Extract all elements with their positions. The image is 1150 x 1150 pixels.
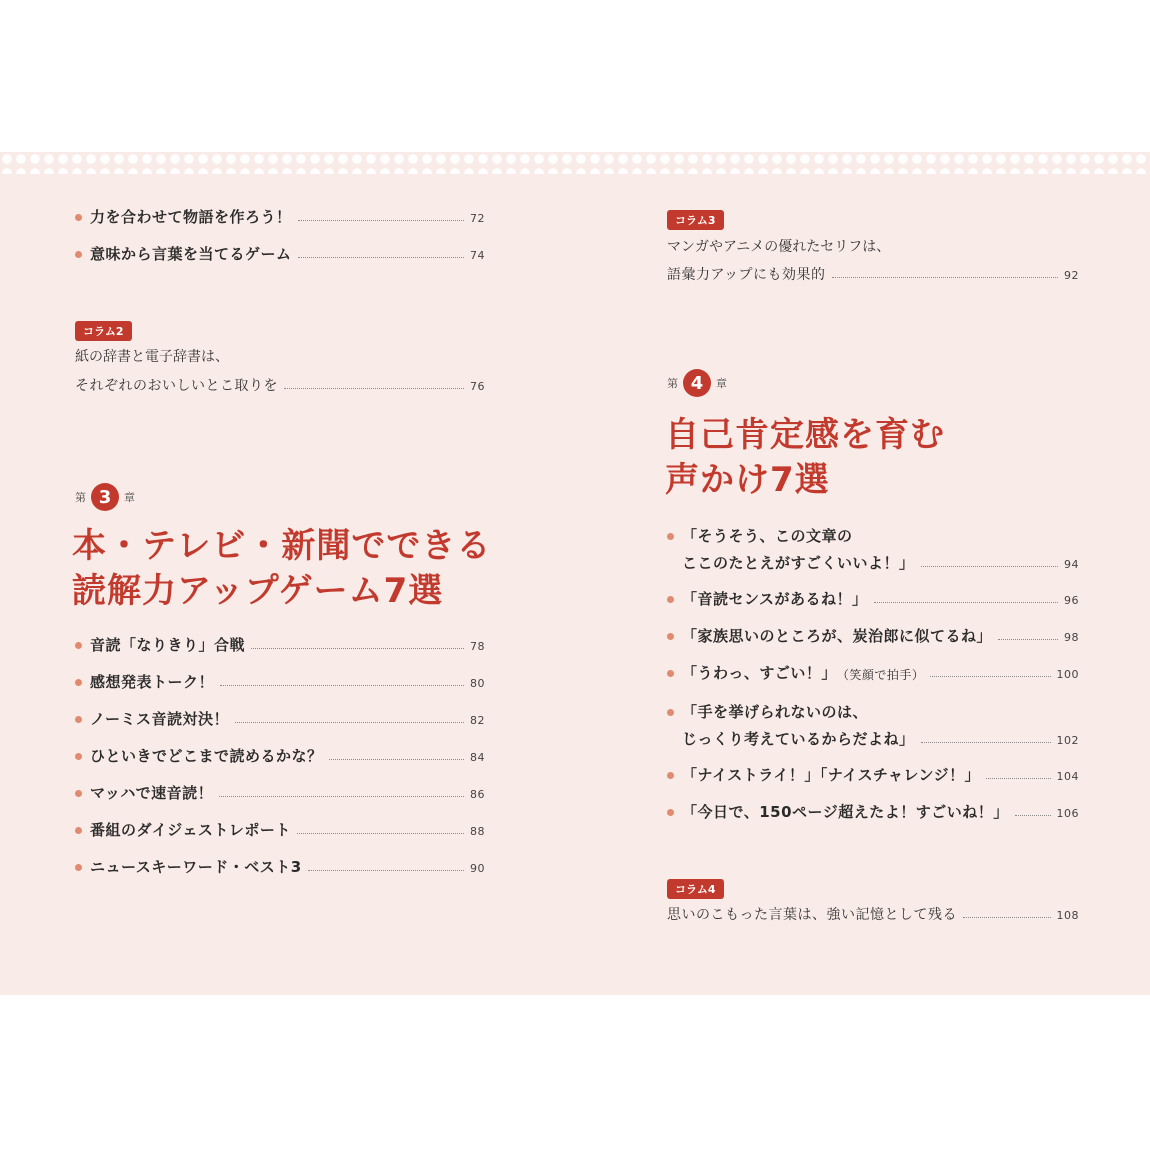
- entry-title-line2: ここのたとえがすごくいいよ！」: [682, 554, 915, 572]
- dot-leader: [219, 796, 464, 797]
- column-text-line1: 紙の辞書と電子辞書は、: [75, 349, 229, 365]
- dot-leader: [921, 566, 1058, 567]
- entry-title: 「音読センスがあるね！」: [682, 590, 868, 608]
- chapter-title-line1: 本・テレビ・新聞でできる: [72, 526, 492, 566]
- bullet-icon: [667, 670, 674, 677]
- entry-title-line2: じっくり考えているからだよね」: [682, 730, 915, 748]
- bullet-icon: [667, 633, 674, 640]
- dot-leader: [986, 778, 1050, 779]
- chapter-number: 4: [683, 369, 711, 397]
- bullet-icon: [667, 533, 674, 540]
- page-number: 96: [1064, 594, 1079, 607]
- column-entry[interactable]: [667, 264, 1079, 284]
- column-text-line1: マンガやアニメの優れたセリフは、: [667, 239, 891, 255]
- page-number: 102: [1056, 734, 1079, 747]
- toc-entry[interactable]: [667, 588, 1079, 609]
- chapter-suffix: 章: [124, 491, 135, 504]
- column-tag: [667, 209, 724, 230]
- bullet-icon: [75, 679, 82, 686]
- column-tag-label: コラム3: [667, 210, 724, 230]
- entry-title: 感想発表トーク！: [90, 673, 215, 691]
- toc-entry[interactable]: [667, 701, 1079, 749]
- page-number: 90: [470, 862, 485, 875]
- dot-leader: [832, 277, 1058, 278]
- chapter-title-line2: 声かけ7選: [665, 460, 830, 500]
- toc-entry[interactable]: [75, 856, 485, 877]
- dot-leader: [220, 685, 464, 686]
- chapter-label: [667, 369, 727, 397]
- toc-entry[interactable]: [75, 243, 485, 264]
- toc-entry[interactable]: [667, 525, 1079, 573]
- bullet-icon: [75, 827, 82, 834]
- entry-title: 「家族思いのところが、炭治郎に似てるね」: [682, 627, 993, 645]
- dot-leader: [963, 917, 1051, 918]
- page-number: 78: [470, 640, 485, 653]
- toc-entry[interactable]: [667, 801, 1079, 822]
- entry-title-line1: 「手を挙げられないのは、: [682, 703, 869, 721]
- bullet-icon: [75, 214, 82, 221]
- toc-entry[interactable]: [75, 819, 485, 840]
- column-entry[interactable]: [75, 375, 485, 395]
- dot-leader: [1015, 815, 1051, 816]
- chapter-label: [75, 483, 135, 511]
- column-tag-label: コラム2: [75, 321, 132, 341]
- entry-title: 意味から言葉を当てるゲーム: [90, 245, 292, 263]
- toc-entry[interactable]: [75, 782, 485, 803]
- chapter-prefix: 第: [75, 491, 86, 504]
- entry-title: 「うわっ、すごい！」: [682, 664, 837, 682]
- dot-leader: [998, 639, 1058, 640]
- bullet-icon: [75, 864, 82, 871]
- toc-entry[interactable]: [75, 671, 485, 692]
- page-number: 76: [470, 380, 485, 393]
- chapter-title-line2: 読解力アップゲーム7選: [72, 571, 444, 611]
- dot-leader: [921, 742, 1051, 743]
- page-number: 86: [470, 788, 485, 801]
- dot-leader: [329, 759, 464, 760]
- dot-leader: [251, 648, 464, 649]
- bullet-icon: [667, 772, 674, 779]
- chapter-number: 3: [91, 483, 119, 511]
- bullet-icon: [75, 753, 82, 760]
- toc-entry[interactable]: [75, 634, 485, 655]
- dotted-border: [0, 152, 1150, 174]
- page-number: 106: [1056, 807, 1079, 820]
- entry-title: 音読「なりきり」合戦: [90, 636, 246, 654]
- column-text-line2: 語彙力アップにも効果的: [667, 267, 826, 283]
- toc-entry[interactable]: [75, 745, 485, 766]
- entry-title-line1: 「そうそう、この文章の: [682, 527, 853, 545]
- chapter-prefix: 第: [667, 377, 678, 390]
- entry-title: ノーミス音読対決！: [90, 710, 230, 728]
- chapter-title-line1: 自己肯定感を育む: [665, 415, 945, 455]
- column-tag-label: コラム4: [667, 879, 724, 899]
- dot-leader: [298, 220, 464, 221]
- page-number: 80: [470, 677, 485, 690]
- entry-title: ひといきでどこまで読めるかな？: [90, 747, 323, 765]
- page-number: 92: [1064, 269, 1079, 282]
- bullet-icon: [75, 251, 82, 258]
- dot-leader: [235, 722, 464, 723]
- column-entry[interactable]: [667, 904, 1079, 924]
- chapter-suffix: 章: [716, 377, 727, 390]
- column-text-line1: 思いのこもった言葉は、強い記憶として残る: [667, 907, 957, 923]
- page-number: 94: [1064, 558, 1079, 571]
- entry-title: 「今日で、150ページ超えたよ！すごいね！」: [682, 803, 1009, 821]
- dot-leader: [930, 676, 1050, 677]
- column-text-line2: それぞれのおいしいとこ取りを: [75, 378, 278, 394]
- toc-entry[interactable]: [667, 764, 1079, 785]
- bullet-icon: [75, 716, 82, 723]
- dot-leader: [308, 870, 464, 871]
- entry-title: ニュースキーワード・ベスト3: [90, 858, 302, 876]
- dot-leader: [297, 833, 464, 834]
- page-number: 104: [1056, 770, 1079, 783]
- bullet-icon: [75, 642, 82, 649]
- column-tag: [667, 878, 724, 899]
- entry-title: マッハで速音読！: [90, 784, 214, 802]
- dot-leader: [874, 602, 1058, 603]
- toc-entry[interactable]: [667, 662, 1079, 683]
- page-number: 108: [1056, 909, 1079, 922]
- entry-title: 「ナイストライ！」「ナイスチャレンジ！」: [682, 766, 981, 784]
- bullet-icon: [667, 809, 674, 816]
- entry-title: 番組のダイジェストレポート: [90, 821, 291, 839]
- toc-entry[interactable]: [667, 625, 1079, 646]
- entry-title: 力を合わせて物語を作ろう！: [90, 208, 292, 226]
- page-number: 88: [470, 825, 485, 838]
- bullet-icon: [75, 790, 82, 797]
- bullet-icon: [667, 709, 674, 716]
- page-number: 82: [470, 714, 485, 727]
- column-tag: [75, 320, 132, 341]
- page-number: 100: [1056, 668, 1079, 681]
- entry-note: （笑顔で拍手）: [836, 668, 925, 682]
- page-number: 72: [470, 212, 485, 225]
- toc-entry[interactable]: [75, 708, 485, 729]
- page-number: 74: [470, 249, 485, 262]
- dot-leader: [298, 257, 464, 258]
- page-number: 84: [470, 751, 485, 764]
- dot-leader: [284, 388, 464, 389]
- toc-entry[interactable]: [75, 206, 485, 227]
- page-number: 98: [1064, 631, 1079, 644]
- bullet-icon: [667, 596, 674, 603]
